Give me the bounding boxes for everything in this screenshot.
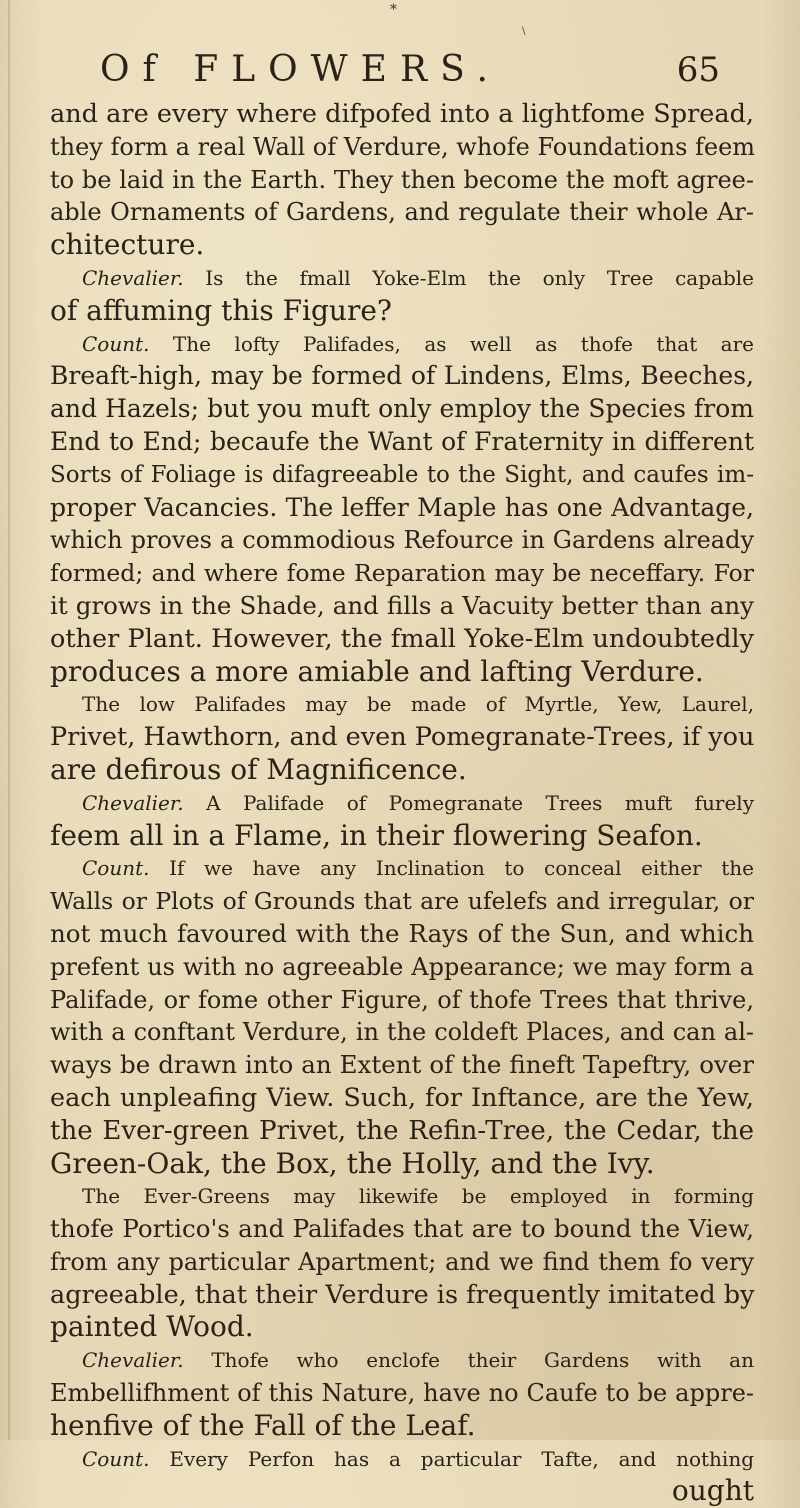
text-line: they form a real Wall of Verdure, whofe Foundations feem [50,132,756,161]
text-line: thofe Portico's and Palifades that are to bound the View, [50,1214,754,1244]
text-line: it grows in the Shade, and fills a Vacuity better than any [50,590,754,620]
text-line: Privet, Hawthorn, and even Pomegranate-Trees, if you [50,722,755,753]
text-line: Chevalier. Thofe who enclofe their Gardens with an [82,1348,754,1373]
page-edge-left [8,0,10,1440]
speaker-name: Chevalier. [82,790,184,815]
text-line: Sorts of Foliage is difagreeable to the Sight, and caufes im- [50,461,754,488]
text-line: Walls or Plots of Grounds that are ufelefs and irregular, or [50,887,754,916]
text-line: to be laid in the Earth. They then become the moft agree- [50,165,754,194]
text-line: End to End; becaufe the Want of Fraternity in different [50,426,754,456]
speaker-name: Chevalier. [82,265,184,290]
text-line: Count. Every Perfon has a particular Tafte, and nothing [82,1446,754,1471]
text-line: and Hazels; but you muft only employ the Species from [50,394,754,424]
text-line: Embellifhment of this Nature, have no Caufe to be appre- [50,1379,754,1408]
text-line: which proves a commodious Refource in Gardens already [50,526,754,555]
running-head [100,46,720,94]
text-line: not much favoured with the Rays of the Sun, and which [50,918,754,948]
text-line: Green-Oak, the Box, the Holly, and the Ivy. [50,1146,655,1180]
text-line: henfive of the Fall of the Leaf. [50,1408,476,1442]
text-line: chitecture. [50,228,205,262]
text-line: painted Wood. [50,1310,254,1344]
text-line: The low Palifades may be made of Myrtle, Yew, Laurel, [82,692,754,717]
speaker-name: Chevalier. [82,1348,184,1373]
text-line: from any particular Apartment; and we find them fo very [50,1247,754,1276]
text-line: and are every where difpofed into a lightfome Spread, [50,99,754,129]
text-line: proper Vacancies. The leffer Maple has one Advantage, [50,492,754,522]
text-line: Count. The lofty Palifades, as well as thofe that are [82,331,754,356]
text-line: the Ever-green Privet, the Refin-Tree, the Cedar, the [50,1115,754,1146]
text-line: formed; and where fome Reparation may be neceffary. For [50,559,754,588]
page-number: 65 [676,50,720,90]
text-line: with a conftant Verdure, in the coldeft Places, and can al- [50,1018,754,1047]
top-ornament: * [390,2,397,18]
text-line: Palifade, or fome other Figure, of thofe Trees that thrive, [50,985,754,1014]
body-text [50,98,754,1508]
speaker-name: Count. [82,856,150,881]
catchword: ought [671,1474,754,1508]
text-line: of affuming this Figure? [50,293,392,327]
text-line: Count. If we have any Inclination to conceal either the [82,856,754,881]
text-line: produces a more amiable and lafting Verdure. [50,654,704,688]
text-line: agreeable, that their Verdure is frequently imitated by [50,1279,755,1310]
text-line: Chevalier. A Palifade of Pomegranate Trees muft furely [82,790,754,815]
text-line: prefent us with no agreeable Appearance; we may form a [50,952,754,981]
speaker-name: Count. [82,331,150,356]
running-head-title: Of FLOWERS. [100,49,501,90]
text-line: able Ornaments of Gardens, and regulate their whole Ar- [50,198,754,227]
text-line: The Ever-Greens may likewife be employed in forming [82,1184,754,1209]
text-line: Chevalier. Is the fmall Yoke-Elm the only Tree capable [82,265,754,290]
text-line: other Plant. However, the fmall Yoke-Elm undoubtedly [50,623,754,654]
text-line: are defirous of Magnificence. [50,752,467,786]
text-line: each unpleafing View. Such, for Inftance, are the Yew, [50,1082,754,1113]
speaker-name: Count. [82,1446,150,1471]
text-line: ways be drawn into an Extent of the fineft Tapeftry, over [50,1050,754,1080]
side-mark: \ [522,26,526,37]
text-line: feem all in a Flame, in their flowering Seafon. [50,818,703,852]
text-line: Breaft-high, may be formed of Lindens, Elms, Beeches, [50,361,754,391]
